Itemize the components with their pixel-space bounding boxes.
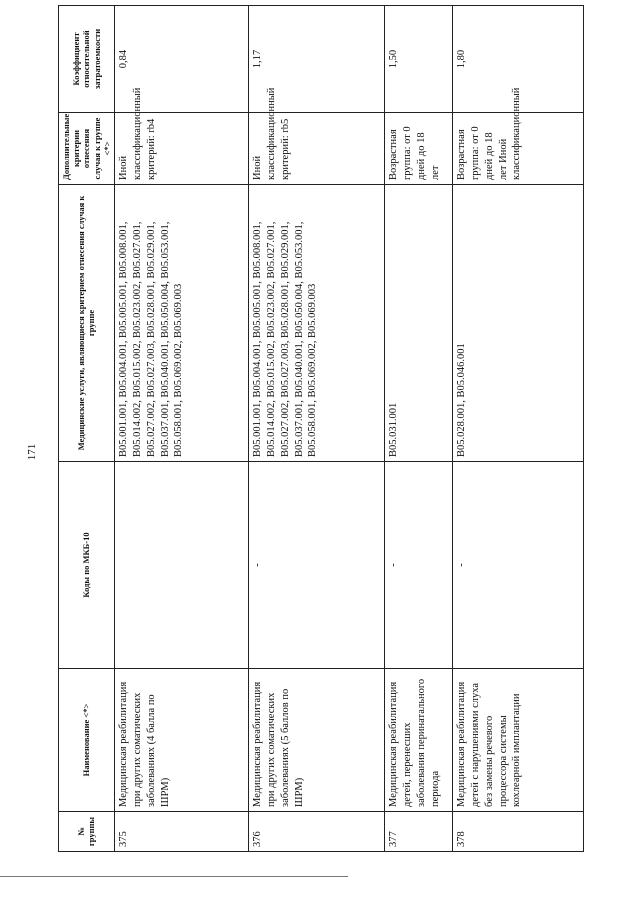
header-name: Наименование <*> bbox=[59, 669, 115, 812]
cell-group-number: 377 bbox=[384, 812, 452, 852]
cell-name: Медицинская реабилитация детей, перенесших заболевания перинатального периода bbox=[384, 669, 452, 812]
cell-group-number: 378 bbox=[452, 812, 583, 852]
rotated-table-sheet bbox=[58, 6, 584, 852]
header-extra-criteria: Дополнительные критерии отнесения случая к группе <*> bbox=[59, 113, 115, 185]
table-header-row bbox=[59, 6, 115, 852]
header-mkb-codes: Коды по МКБ-10 bbox=[59, 462, 115, 669]
bottom-divider bbox=[0, 876, 348, 877]
cell-mkb-codes: - bbox=[384, 462, 452, 669]
cell-extra-criteria: Иной классификационный критерий: rb5 bbox=[248, 113, 384, 185]
cell-medical-services: B05.031.001 bbox=[384, 185, 452, 462]
cell-extra-criteria: Возрастная группа: от 0 дней до 18 лет Иной классификационный bbox=[452, 113, 583, 185]
cell-coefficient: 1,50 bbox=[384, 6, 452, 113]
cell-name: Медицинская реабилитация детей с нарушениями слуха без замены речевого процессора системы кохлеарной имплантации bbox=[452, 669, 583, 812]
cell-name: Медицинская реабилитация при других соматических заболеваниях (4 балла по ШРМ) bbox=[114, 669, 248, 812]
cell-extra-criteria: Возрастная группа: от 0 дней до 18 лет bbox=[384, 113, 452, 185]
page-number: 171 bbox=[26, 443, 38, 461]
header-group-number: № группы bbox=[59, 812, 115, 852]
cell-mkb-codes: - bbox=[248, 462, 384, 669]
cell-medical-services: B05.001.001, B05.004.001, B05.005.001, B05.008.001, B05.014.002, B05.015.002, B05.023.002, B05.027.001, B05.027.002, B05.027.003, B05.028.001, B05.029.001, B05.037.001, B05.040.001, B05.050.004, B05.053.001, B05.058.001, B05.069.002, B05.069.003 bbox=[248, 185, 384, 462]
cell-medical-services: B05.028.001, B05.046.001 bbox=[452, 185, 583, 462]
cell-coefficient: 0,84 bbox=[114, 6, 248, 113]
table-row bbox=[248, 6, 384, 852]
rehab-groups-table bbox=[58, 5, 584, 852]
table-row bbox=[452, 6, 583, 852]
cell-name: Медицинская реабилитация при других соматических заболеваниях (5 баллов по ШРМ) bbox=[248, 669, 384, 812]
cell-extra-criteria: Иной классификационный критерий: rb4 bbox=[114, 113, 248, 185]
cell-mkb-codes: - bbox=[452, 462, 583, 669]
cell-medical-services: B05.001.001, B05.004.001, B05.005.001, B05.008.001, B05.014.002, B05.015.002, B05.023.002, B05.027.001, B05.027.002, B05.027.003, B05.028.001, B05.029.001, B05.037.001, B05.040.001, B05.050.004, B05.053.001, B05.058.001, B05.069.002, B05.069.003 bbox=[114, 185, 248, 462]
cell-group-number: 376 bbox=[248, 812, 384, 852]
table-row bbox=[114, 6, 248, 852]
header-medical-services: Медицинские услуги, являющиеся критерием отнесения случая к группе bbox=[59, 185, 115, 462]
cell-coefficient: 1,80 bbox=[452, 6, 583, 113]
cell-group-number: 375 bbox=[114, 812, 248, 852]
header-coefficient: Коэффициент относительной затратоемкости bbox=[59, 6, 115, 113]
table-row bbox=[384, 6, 452, 852]
cell-coefficient: 1,17 bbox=[248, 6, 384, 113]
cell-mkb-codes bbox=[114, 462, 248, 669]
